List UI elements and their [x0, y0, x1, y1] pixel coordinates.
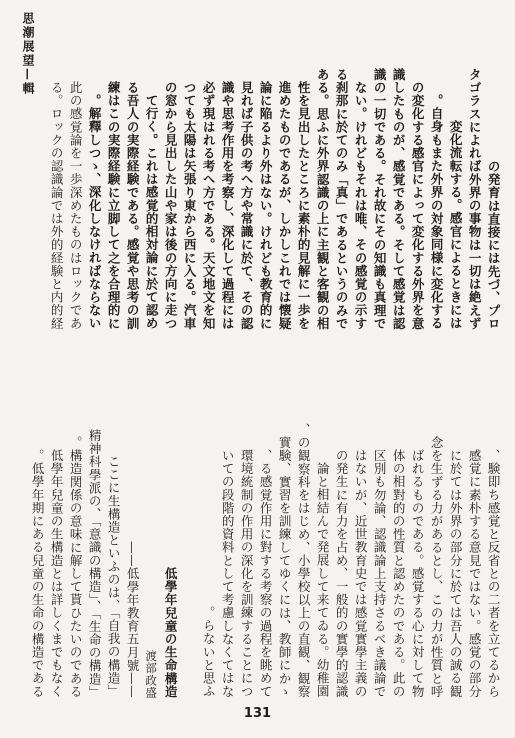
text-column: はないが、近世教育史では感覚實學主義の: [353, 449, 369, 698]
text-column: て行く。これは感覚的相対論に於て認め: [144, 94, 160, 330]
text-column: 体の相對的の性質と認めたのである。此の: [391, 449, 407, 698]
upper-text-band: [46, 12, 503, 330]
text-column: 自身もまた外界の対象同様に変化する。: [429, 94, 445, 330]
text-column: 験即ち感覚と反省との二者を立てるから、: [486, 449, 502, 698]
text-column: る感覚作用に對する考察の過程を眺めて、: [258, 449, 274, 698]
text-column: の発育は直接には先づ、プロ: [486, 159, 502, 330]
article-heading: 低學年兒童の生命構造: [163, 567, 179, 698]
text-column: 練はこの実際経験に立脚して之を合理的に: [106, 81, 122, 330]
author-byline: 渡部政盛: [144, 649, 159, 698]
text-column: 低學年期にある兒童の生命の構造である。: [30, 449, 46, 698]
lower-text-band: [30, 346, 503, 698]
text-column: ここに生構造といふのは、「自我の構造」: [106, 455, 122, 698]
text-column: の窓から見出した山や家は後の方向に走つ: [163, 81, 179, 330]
text-column: 論に陥るより外はない。けれども教育的に: [258, 81, 274, 330]
text-column: 性を見出したところに素朴的見解に一歩を: [296, 81, 312, 330]
text-column: る刹那に於てのみ「真」であるというのみで: [334, 68, 350, 330]
text-column: 区別も勿論、認識論上支持さるべき議論で: [372, 449, 388, 698]
text-column: 必ず現はれる考へ方である。天文地文を知: [201, 81, 217, 330]
text-column: ない。けれどもそれは唯、その感覚の示す: [353, 81, 369, 330]
text-column: 念を生ずる力があるとし、この力が性質と呼: [429, 436, 445, 698]
text-column: 「生命の構造」、「意識の構造」、精神科學派の: [87, 428, 103, 698]
column-spacer: [186, 346, 192, 698]
text-column: 解釋しつゝ、深化しなければならない。: [87, 94, 103, 330]
text-column: いての段階的資料として考慮しなくてはな: [220, 449, 236, 698]
text-column: 識したものが、感覚である。そして感覚は認: [391, 68, 407, 330]
text-column: 識の一切である。それ故にその知識も真理で: [372, 68, 388, 330]
text-column: 低學年兒童の生構造とは詳しくまでもなく: [49, 449, 65, 698]
text-column: る。ロックの認識論では外的経験と内的経: [49, 81, 65, 330]
text-column: の変化する感官によって変化する外界を意: [410, 81, 426, 330]
text-column: る吾人の実際経験である。感覚や思考の訓: [125, 81, 141, 330]
text-column: の観察科をはじめ、小學校以上の直観、観察、: [296, 422, 312, 698]
text-column: 此の感覚論を一歩深めたものはロックであ: [68, 81, 84, 330]
text-column: 進めたものであるが、しかしこれでは懐疑: [277, 81, 293, 330]
text-column: ——低學年教育五月號——: [125, 540, 141, 698]
text-column: 實験、實習を訓練してゆくには、教師にかゝ: [277, 436, 293, 698]
text-column: に於ては外界の部分に於ては吾人の誠る観: [448, 449, 464, 698]
running-header: 思潮展望—輯: [21, 12, 35, 96]
text-column: 識や思考作用を考察し、深化して過程には: [220, 81, 236, 330]
text-column: ばれるものである。感覚する心に対して物: [410, 449, 426, 698]
text-column: ある。思ふに外界認識の上に主観と客観の相: [315, 68, 331, 330]
text-column: タゴラスによれば外界の事物は一切は絶えず: [467, 68, 483, 330]
text-column: 論と相結んで発展して来てゐる。幼稚園: [315, 462, 331, 698]
text-column: 構造関係の意味に解して貰ひたいのである。: [68, 435, 84, 698]
text-column: 環境統制の作用の深化を訓練することにつ: [239, 449, 255, 698]
text-column: 変化流転する。感官によるときには: [448, 120, 464, 330]
text-column: の発生に有力を占め、一般的の實學的認識: [334, 449, 350, 698]
text-column: つても太陽は矢張り東から西に入る。汽車: [182, 81, 198, 330]
text-column: らないと思ふ。: [201, 606, 217, 698]
page-number: 131: [243, 706, 272, 721]
text-column: 感覚に素朴する意見ではない。感覚の部分: [467, 449, 483, 698]
text-column: 見れば子供の考へ方や常識に於て、その認: [239, 81, 255, 330]
